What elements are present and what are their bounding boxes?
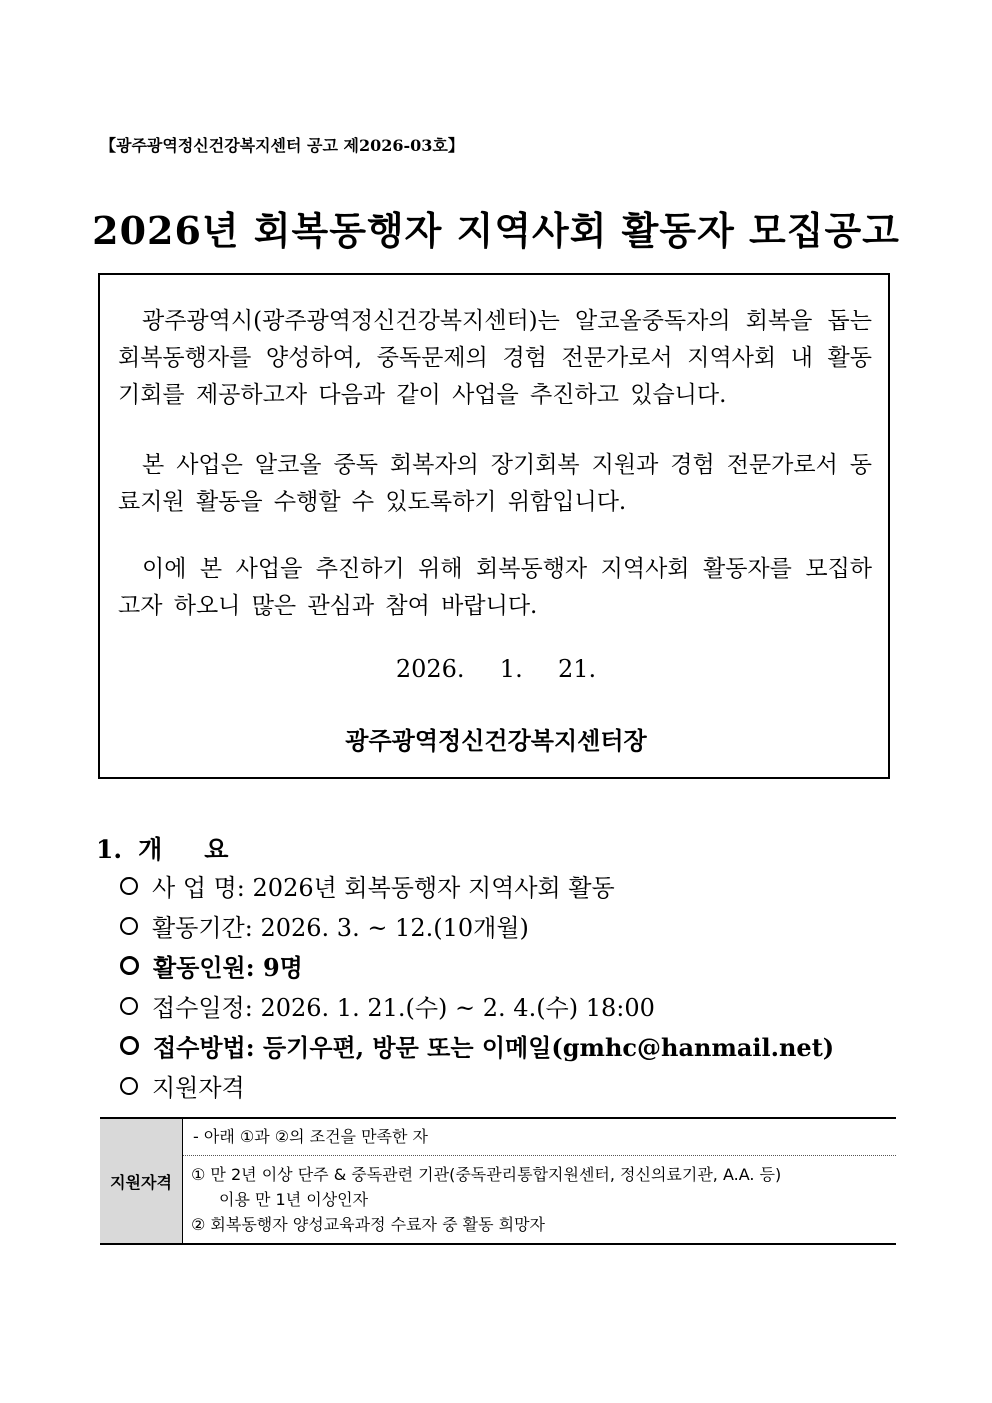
announcement-paragraph-1: 광주광역시(광주광역정신건강복지센터)는 알코올중독자의 회복을 돕는 회복동행자를 양성하여, 중독문제의 경험 전문가로서 지역사회 내 활동 기회를 제공하고자 다음과 같이 사업을 추진하고 있습니다. xyxy=(118,308,872,408)
overview-list xyxy=(120,868,834,1108)
item-value: 2026. 3. ~ 12.(10개월) xyxy=(252,914,529,942)
item-label: 활동기간: xyxy=(152,914,253,942)
circle-bullet-icon xyxy=(120,917,138,935)
announcement-signer: 광주광역정신건강복지센터장 xyxy=(345,726,647,755)
item-label: 활동인원: xyxy=(153,953,255,982)
circle-bullet-icon xyxy=(120,1077,138,1095)
item-value: 2026. 1. 21.(수) ~ 2. 4.(수) 18:00 xyxy=(252,994,655,1022)
section-number: 1. xyxy=(96,835,123,864)
item-label: 사 업 명: xyxy=(152,874,245,902)
circle-bullet-icon xyxy=(120,1036,139,1055)
circle-bullet-icon xyxy=(120,997,138,1015)
item-label: 접수방법: xyxy=(153,1033,255,1062)
list-item xyxy=(120,908,834,948)
notice-number: 【광주광역정신건강복지센터 공고 제2026-03호】 xyxy=(100,136,464,155)
item-label: 지원자격 xyxy=(152,1074,245,1102)
item-value: 2026년 회복동행자 지역사회 활동 xyxy=(244,874,615,902)
announcement-paragraph-2: 본 사업은 알코올 중독 회복자의 장기회복 지원과 경험 전문가로서 동료지원 활동을 수행할 수 있도록하기 위함입니다. xyxy=(118,452,872,515)
condition-2: ② 회복동행자 양성교육과정 수료자 중 활동 희망자 xyxy=(191,1215,545,1234)
section-title-part-a: 개 xyxy=(138,835,205,864)
list-item xyxy=(120,988,834,1028)
list-item xyxy=(120,1028,834,1068)
announcement-box xyxy=(98,273,890,779)
item-value: 9명 xyxy=(254,953,303,982)
qualification-table xyxy=(100,1117,896,1245)
table-row xyxy=(100,1156,896,1245)
qualification-conditions xyxy=(183,1156,897,1245)
circle-bullet-icon xyxy=(120,877,138,895)
section-title-part-b: 요 xyxy=(204,835,229,864)
announcement-paragraph-3: 이에 본 사업을 추진하기 위해 회복동행자 지역사회 활동자를 모집하고자 하오니 많은 관심과 참여 바랍니다. xyxy=(118,556,872,619)
section-heading-overview xyxy=(96,830,228,866)
list-item xyxy=(120,1068,834,1108)
list-item xyxy=(120,948,834,988)
document-title: 2026년 회복동행자 지역사회 활동자 모집공고 xyxy=(92,208,900,253)
circle-bullet-icon xyxy=(120,956,139,975)
table-row xyxy=(100,1118,896,1156)
item-label: 접수일정: xyxy=(152,994,253,1022)
item-value: 등기우편, 방문 또는 이메일(gmhc@hanmail.net) xyxy=(254,1033,835,1062)
announcement-date: 2026. 1. 21. xyxy=(395,655,597,683)
qualification-intro: - 아래 ①과 ②의 조건을 만족한 자 xyxy=(183,1118,897,1156)
list-item xyxy=(120,868,834,908)
qualification-header-cell: 지원자격 xyxy=(100,1118,183,1244)
condition-1-line-2: 이용 만 1년 이상인자 xyxy=(219,1190,369,1209)
condition-1-line-1: ① 만 2년 이상 단주 & 중독관련 기관(중독관리통합지원센터, 정신의료기관, A.A. 등) xyxy=(191,1165,782,1184)
